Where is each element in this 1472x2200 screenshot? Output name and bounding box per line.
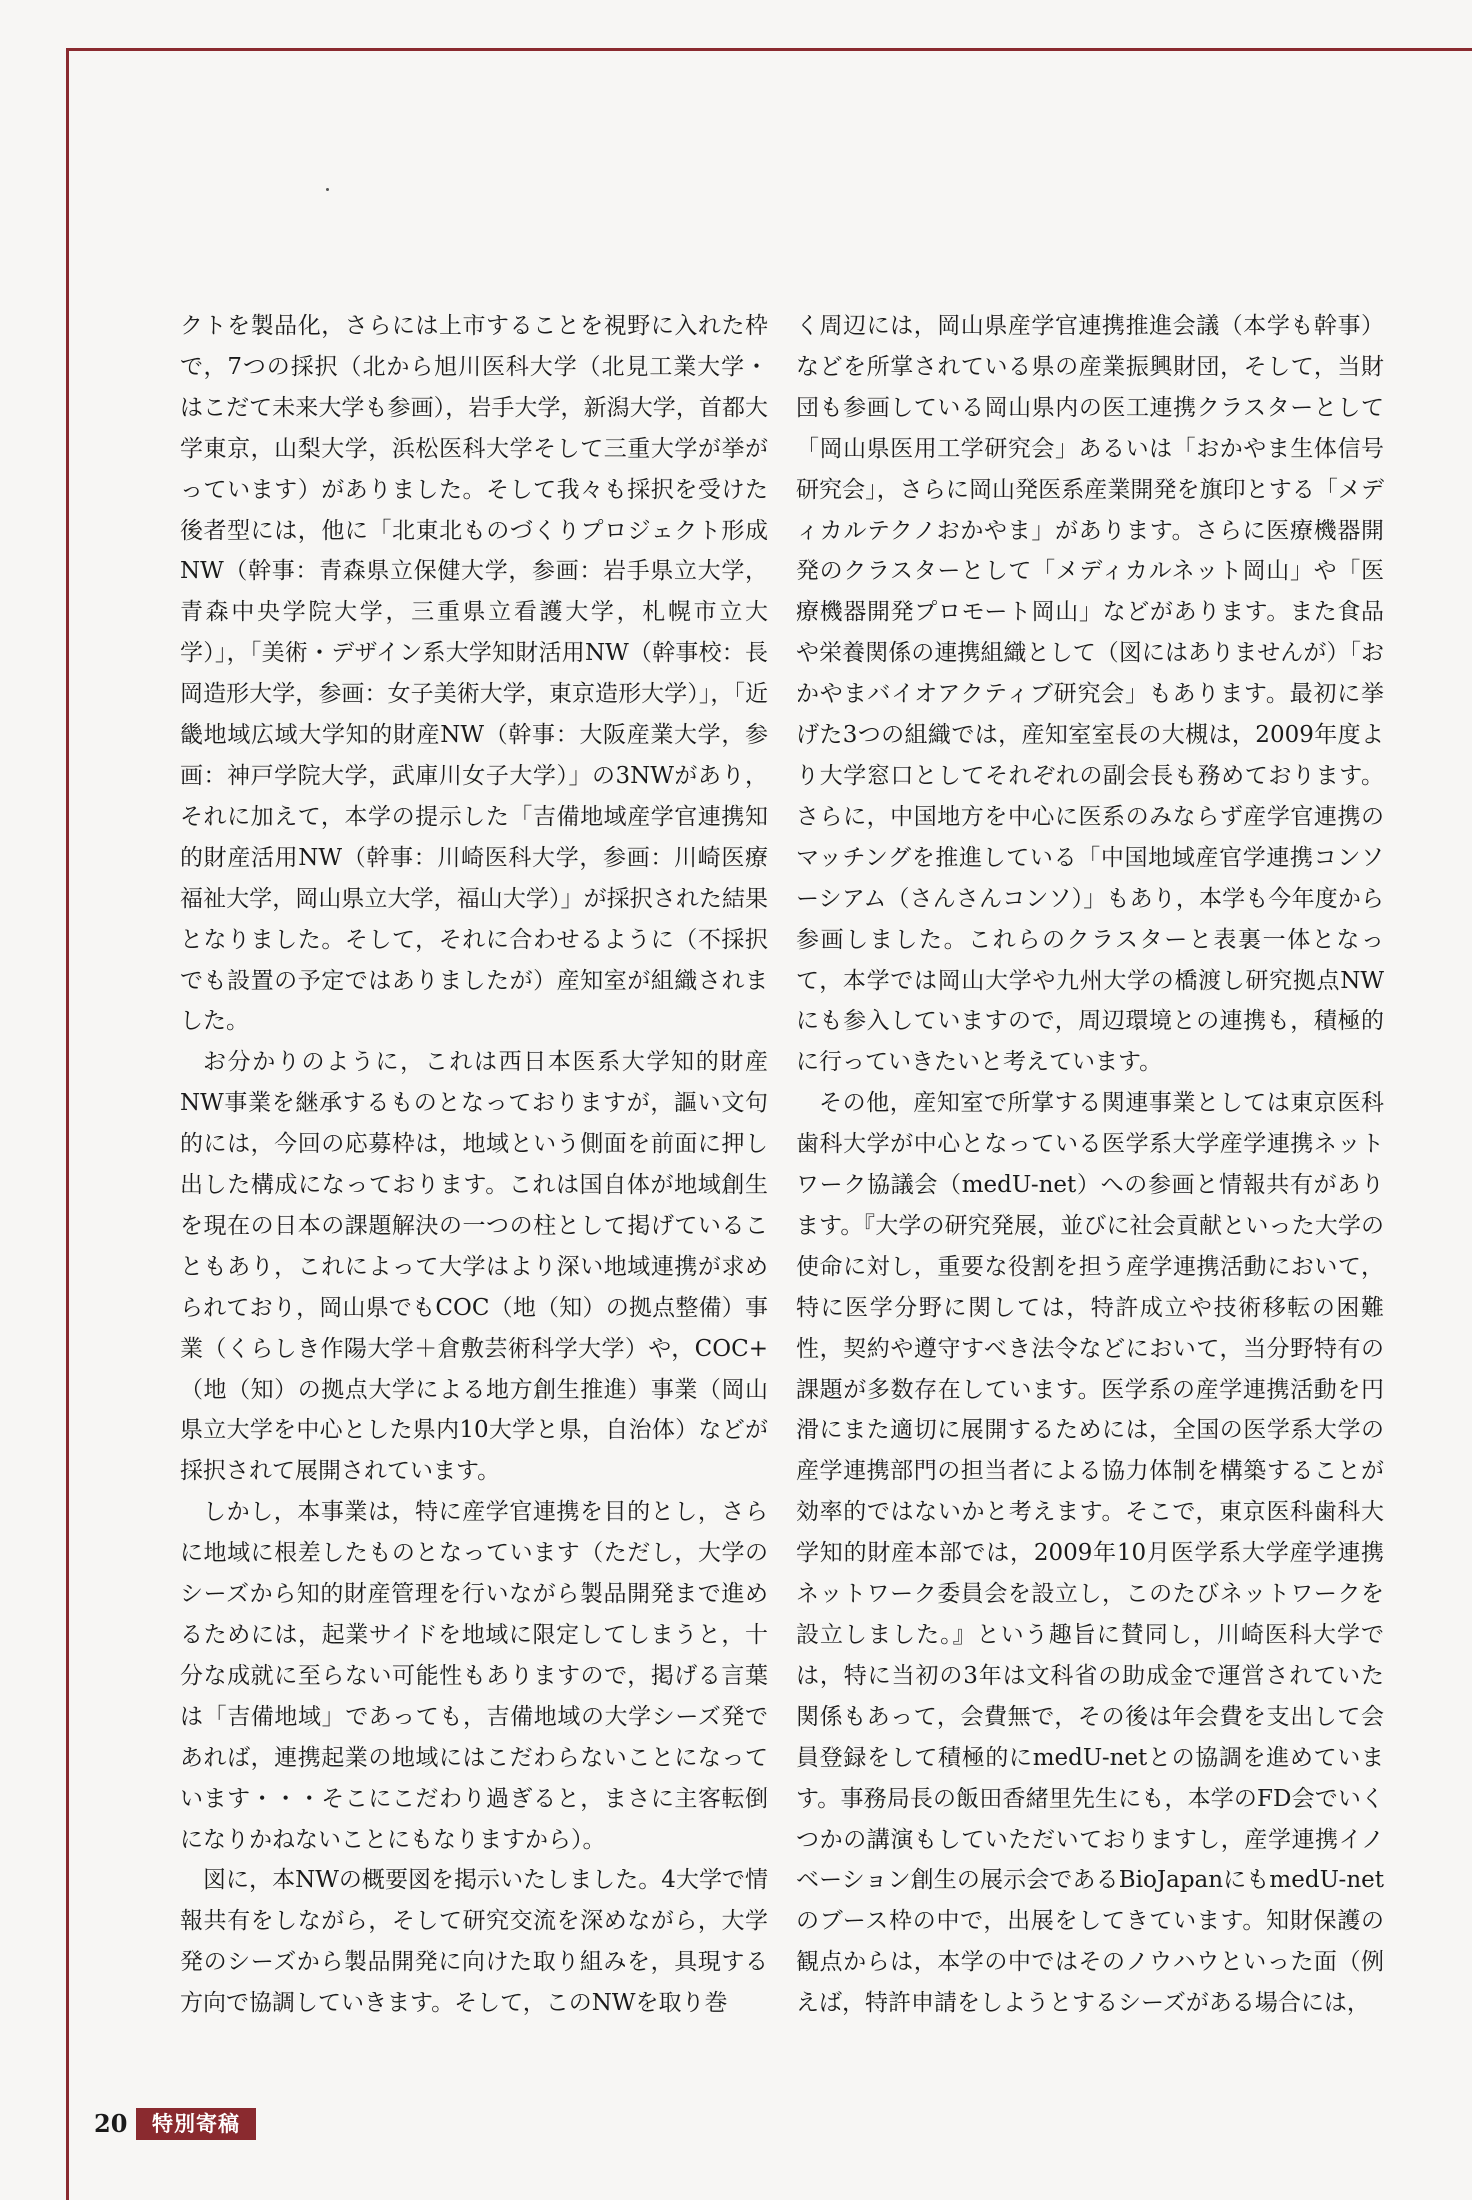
right-paragraph-1: く周辺には，岡山県産学官連携推進会議（本学も幹事）などを所掌されている県の産業振興財団，そして，当財団も参画している岡山県内の医工連携クラスターとして「岡山県医用工学研究会」あるいは「おかやま生体信号研究会」，さらに岡山発医系産業開発を旗印とする「メディカルテクノおかやま」があります。さらに医療機器開発のクラスターとして「メディカルネット岡山」や「医療機器開発プロモート岡山」などがあります。また食品や栄養関係の連携組織として（図にはありませんが）「おかやまバイオアクティブ研究会」もあります。最初に挙げた3つの組織では，産知室室長の大槻は，2009年度より大学窓口としてそれぞれの副会長も務めております。さらに，中国地方を中心に医系のみならず産学官連携のマッチングを推進している「中国地域産官学連携コンソーシアム（さんさんコンソ）」もあり，本学も今年度から参画しました。これらのクラスターと表裏一体となって，本学では岡山大学や九州大学の橋渡し研究拠点NWにも参入していますので，周辺環境との連携も，積極的に行っていきたいと考えています。 [796, 313, 1384, 1076]
left-paragraph-1: クトを製品化，さらには上市することを視野に入れた枠で，7つの採択（北から旭川医科大学（北見工業大学・はこだて未来大学も参画），岩手大学，新潟大学，首都大学東京，山梨大学，浜松医科大学そして三重大学が挙がっています）がありました。そして我々も採択を受けた後者型には，他に「北東北ものづくりプロジェクト形成NW（幹事：青森県立保健大学，参画：岩手県立大学，青森中央学院大学，三重県立看護大学，札幌市立大学）」，「美術・デザイン系大学知財活用NW（幹事校：長岡造形大学，参画：女子美術大学，東京造形大学）」，「近畿地域広域大学知的財産NW（幹事：大阪産業大学，参画：神戸学院大学，武庫川女子大学）」の3NWがあり，それに加えて，本学の提示した「吉備地域産学官連携知的財産活用NW（幹事：川崎医科大学，参画：川崎医療福祉大学，岡山県立大学，福山大学）」が採択された結果となりました。そして，それに合わせるように（不採択でも設置の予定ではありましたが）産知室が組織されました。 [180, 313, 768, 1035]
right-paragraph-2: その他，産知室で所掌する関連事業としては東京医科歯科大学が中心となっている医学系大学産学連携ネットワーク協議会（medU-net）への参画と情報共有があります。『大学の研究発展，並びに社会貢献といった大学の使命に対し，重要な役割を担う産学連携活動において，特に医学分野に関しては，特許成立や技術移転の困難性，契約や遵守すべき法令などにおいて，当分野特有の課題が多数存在しています。医学系の産学連携活動を円滑にまた適切に展開するためには，全国の医学系大学の産学連携部門の担当者による協力体制を構築することが効率的ではないかと考えます。そこで，東京医科歯科大学知的財産本部では，2009年10月医学系大学産学連携ネットワーク委員会を設立し，このたびネットワークを設立しました。』という趣旨に賛同し，川崎医科大学では，特に当初の3年は文科省の助成金で運営されていた関係もあって，会費無で，その後は年会費を支出して会員登録をして積極的にmedU-netとの協調を進めています。事務局長の飯田香緒里先生にも，本学のFD会でいくつかの講演もしていただいておりますし，産学連携イノベーション創生の展示会であるBioJapanにもmedU-netのブース枠の中で，出展をしてきています。知財保護の観点からは，本学の中ではそのノウハウといった面（例えば，特許申請をしようとするシーズがある場合には， [796, 1090, 1384, 2017]
page-number: 20 [94, 2109, 128, 2138]
scan-speck [326, 188, 329, 191]
page-frame-top-rule [66, 48, 1472, 51]
left-paragraph-3: しかし，本事業は，特に産学官連携を目的とし，さらに地域に根差したものとなっています（ただし，大学のシーズから知的財産管理を行いながら製品開発まで進めるためには，起業サイドを地域に限定してしまうと，十分な成就に至らない可能性もありますので，掲げる言葉は「吉備地域」であっても，吉備地域の大学シーズ発であれば，連携起業の地域にはこだわらないことになっています・・・そこにこだわり過ぎると，まさに主客転倒になりかねないことにもなりますから）。 [180, 1499, 768, 1853]
left-paragraph-4: 図に，本NWの概要図を掲示いたしました。4大学で情報共有をしながら，そして研究交流を深めながら，大学発のシーズから製品開発に向けた取り組みを，具現する方向で協調していきます。そして，このNWを取り巻 [180, 1867, 768, 2017]
page-frame-left-rule [66, 48, 69, 2200]
left-paragraph-2: お分かりのように，これは西日本医系大学知的財産NW事業を継承するものとなっておりますが，謳い文句的には，今回の応募枠は，地域という側面を前面に押し出した構成になっております。これは国自体が地域創生を現在の日本の課題解決の一つの柱として掲げていることもあり，これによって大学はより深い地域連携が求められており，岡山県でもCOC（地（知）の拠点整備）事業（くらしき作陽大学＋倉敷芸術科学大学）や，COC+（地（知）の拠点大学による地方創生推進）事業（岡山県立大学を中心とした県内10大学と県，自治体）などが採択されて展開されています。 [180, 1049, 768, 1485]
right-column [796, 306, 1384, 2024]
section-label: 特別寄稿 [136, 2108, 256, 2140]
left-column [180, 306, 768, 2024]
